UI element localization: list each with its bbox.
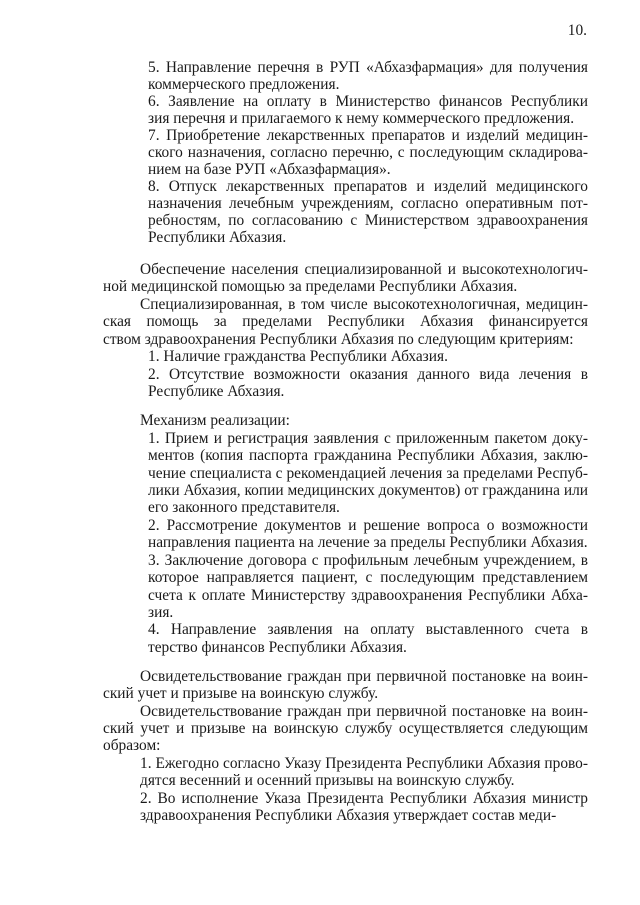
text-line: которое направляется пациент, с последующим представлением <box>148 569 588 586</box>
text-line: назначения лечебным учреждениям, согласно оперативным пот- <box>148 195 588 212</box>
text-line: 5. Направление перечня в РУП «Абхазфармация» для получения <box>148 59 588 76</box>
text-line: ская помощь за пределами Республики Абхазия финансируется <box>103 313 588 330</box>
text-line: 6. Заявление на оплату в Министерство финансов Республики <box>148 93 588 110</box>
text-line: Специализированная, в том числе высокотехнологичная, медицин- <box>140 296 588 313</box>
text-line: Освидетельствование граждан при первичной постановке на воин- <box>140 703 588 720</box>
text-line: Республики Абхазия. <box>148 229 287 246</box>
text-line: ной медицинской помощью за пределами Республики Абхазия. <box>103 278 518 295</box>
text-line: здравоохранения Республики Абхазия утверждает состав меди- <box>140 807 557 824</box>
text-line: его законного представителя. <box>148 499 340 516</box>
text-line: 2. Отсутствие возможности оказания данного вида лечения в <box>148 366 588 383</box>
text-line: ский учет и призыве на воинскую службу осуществляется следующим <box>103 720 588 737</box>
text-line: нием на базе РУП «Абхазфармация». <box>148 161 391 178</box>
page-number: 10. <box>567 22 587 39</box>
text-line: зия перечня и прилагаемого к нему коммерческого предложения. <box>148 110 575 127</box>
text-line: ского назначения, согласно перечню, с последующим складирова- <box>148 144 588 161</box>
text-line: 7. Приобретение лекарственных препаратов и изделий медицин- <box>148 127 588 144</box>
text-line: счета к оплате Министерству здравоохранения Республики Абха- <box>148 587 588 604</box>
text-line: 1. Ежегодно согласно Указу Президента Республики Абхазия прово- <box>140 755 588 772</box>
text-line: зия. <box>148 604 174 621</box>
text-line: 2. Рассмотрение документов и решение вопроса о возможности <box>148 517 588 534</box>
text-line: терство финансов Республики Абхазия. <box>148 639 407 656</box>
text-line: Обеспечение населения специализированной и высокотехнологич- <box>140 261 588 278</box>
text-line: дятся весенний и осенний призывы на воинскую службу. <box>140 772 515 789</box>
text-line: ством здравоохранения Республики Абхазия по следующим критериям: <box>103 331 574 348</box>
text-line: Освидетельствование граждан при первичной постановке на воин- <box>140 668 588 685</box>
text-line: образом: <box>103 737 161 754</box>
text-line: 1. Наличие гражданства Республики Абхазия. <box>148 348 448 365</box>
text-line: 3. Заключение договора с профильным лечебным учреждением, в <box>148 552 588 569</box>
text-line: 4. Направление заявления на оплату выставленного счета в <box>148 621 588 638</box>
text-line: ментов (копия паспорта гражданина Республики Абхазия, заклю- <box>148 447 588 464</box>
text-line: ский учет и призыве на воинскую службу. <box>103 685 379 702</box>
text-line: 8. Отпуск лекарственных препаратов и изделий медицинского <box>148 178 588 195</box>
text-line: 2. Во исполнение Указа Президента Республики Абхазия министр <box>140 790 588 807</box>
text-line: ребностям, по согласованию с Министерством здравоохранения <box>148 212 588 229</box>
text-line: направления пациента на лечение за пределы Республики Абхазия. <box>148 534 588 551</box>
text-line: лики Абхазия, копии медицинских документов) от гражданина или <box>148 482 588 499</box>
text-line: чение специалиста с рекомендацией лечения за пределами Респуб- <box>148 465 588 482</box>
text-line: Республике Абхазия. <box>148 383 285 400</box>
text-line: коммерческого предложения. <box>148 76 340 93</box>
text-line: 1. Прием и регистрация заявления с приложенным пакетом доку- <box>148 430 588 447</box>
text-line: Механизм реализации: <box>140 412 290 429</box>
